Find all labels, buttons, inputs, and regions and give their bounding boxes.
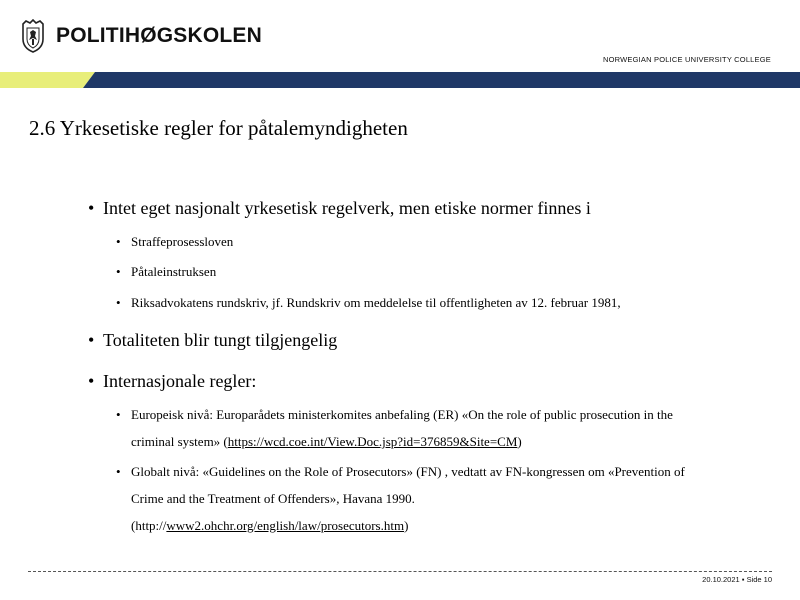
bullet-marker: •	[88, 371, 95, 391]
bullet-marker: •	[88, 330, 95, 350]
bullet-marker: •	[116, 464, 121, 479]
text-segment: (http://	[131, 518, 167, 533]
sub-bullet	[116, 264, 217, 280]
text-segment: Crime and the Treatment of Offenders», Havana 1990.	[131, 491, 415, 506]
sub-bullet	[116, 464, 685, 480]
sub-bullet-continuation	[131, 518, 408, 534]
sub-bullet-continuation	[131, 434, 522, 450]
text-segment: )	[517, 434, 522, 449]
sub-bullet	[116, 407, 673, 423]
logo-text: POLITIHØGSKOLEN	[56, 24, 263, 47]
sub-bullet-text: Riksadvokatens rundskriv, jf. Rundskriv om meddelelse til offentligheten av 12. februar 1981,	[131, 295, 621, 310]
sub-bullet-text: Påtaleinstruksen	[131, 264, 217, 279]
footer-page: Side 10	[746, 575, 772, 584]
bullet-marker: •	[116, 234, 121, 249]
sub-bullet-continuation	[131, 491, 415, 507]
bullet-marker: •	[88, 198, 95, 218]
text-segment: )	[404, 518, 409, 533]
police-crest-icon	[20, 19, 46, 53]
bullet-marker: •	[116, 295, 121, 310]
bullet-text: Intet eget nasjonalt yrkesetisk regelverk, men etiske normer finnes i	[103, 198, 591, 218]
bullet-text: Totaliteten blir tungt tilgjengelig	[103, 330, 338, 350]
footer-date: 20.10.2021	[702, 575, 740, 584]
coe-link[interactable]: https://wcd.coe.int/View.Doc.jsp?id=376859&Site=CM	[227, 434, 518, 449]
bullet-text: Internasjonale regler:	[103, 371, 257, 391]
bullet-3	[88, 371, 257, 392]
header-band	[0, 72, 800, 88]
footer-divider	[28, 571, 772, 572]
sub-bullet	[116, 234, 234, 250]
footer	[702, 575, 772, 584]
footer-separator: ▪	[741, 575, 745, 584]
bullet-marker: •	[116, 264, 121, 279]
ohchr-link[interactable]: www2.ohchr.org/english/law/prosecutors.htm	[166, 518, 405, 533]
slide-title: 2.6 Yrkesetiske regler for påtalemyndigheten	[29, 116, 408, 140]
sub-bullet-text: Europeisk nivå: Europarådets ministerkomites anbefaling (ER) «On the role of public prosecution in the	[131, 407, 673, 422]
bullet-1	[88, 198, 591, 219]
bullet-2	[88, 330, 338, 351]
bullet-marker: •	[116, 407, 121, 422]
institution-subtitle: NORWEGIAN POLICE UNIVERSITY COLLEGE	[602, 55, 771, 64]
sub-bullet-text: Globalt nivå: «Guidelines on the Role of Prosecutors» (FN) , vedtatt av FN-kongressen om «Prevention of	[131, 464, 685, 479]
text-segment: criminal system» (	[131, 434, 228, 449]
sub-bullet-text: Straffeprosessloven	[131, 234, 234, 249]
sub-bullet	[116, 295, 621, 311]
